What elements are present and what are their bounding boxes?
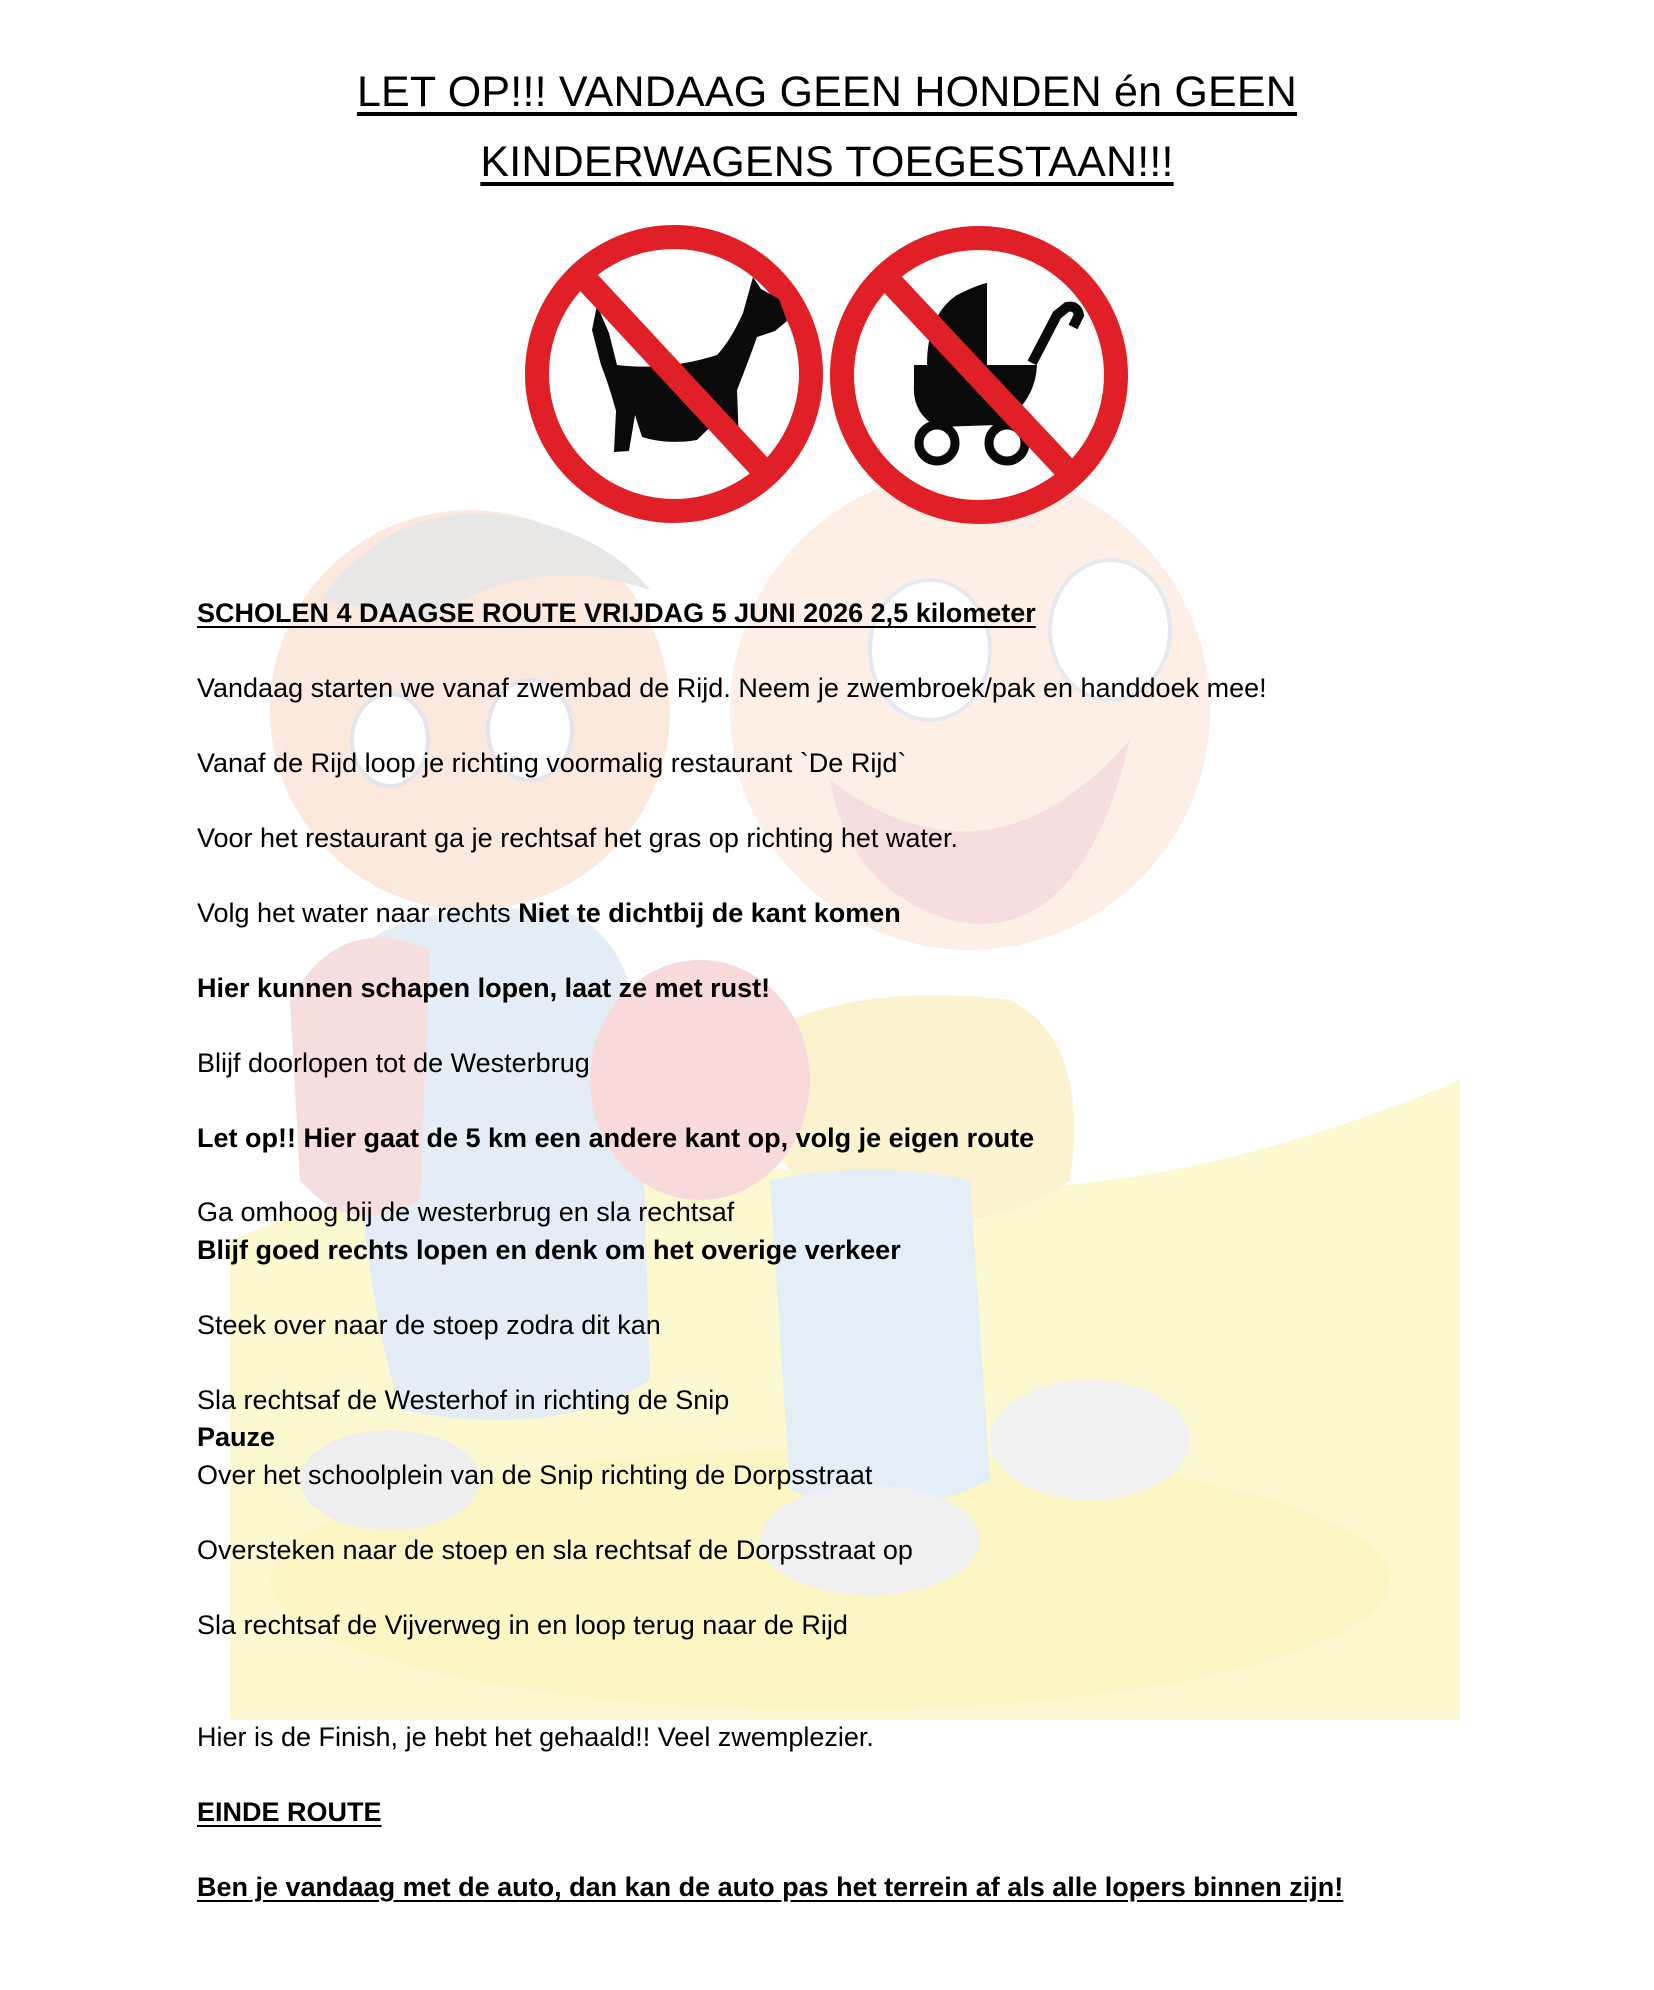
route-end: EINDE ROUTE	[197, 1797, 382, 1827]
route-step: Voor het restaurant ga je rechtsaf het gras op richting het water.	[197, 823, 958, 853]
route-warning: Blijf goed rechts lopen en denk om het overige verkeer	[197, 1235, 901, 1265]
route-step-warning: Niet te dichtbij de kant komen	[518, 898, 901, 928]
route-step: Sla rechtsaf de Westerhof in richting de Snip	[197, 1385, 730, 1415]
route-heading: SCHOLEN 4 DAAGSE ROUTE VRIJDAG 5 JUNI 2026 2,5 kilometer	[197, 598, 1036, 628]
route-step: Blijf doorlopen tot de Westerbrug	[197, 1048, 590, 1078]
car-note: Ben je vandaag met de auto, dan kan de auto pas het terrein af als alle lopers binnen zijn!	[197, 1872, 1344, 1902]
route-step: Vanaf de Rijd loop je richting voormalig restaurant `De Rijd`	[197, 748, 907, 778]
route-pause: Pauze	[197, 1422, 276, 1452]
route-step: Vandaag starten we vanaf zwembad de Rijd. Neem je zwembroek/pak en handdoek mee!	[197, 673, 1267, 703]
route-step: Sla rechtsaf de Vijverweg in en loop terug naar de Rijd	[197, 1610, 848, 1640]
no-dogs-icon	[537, 237, 811, 511]
page-title-line-2: KINDERWAGENS TOEGESTAAN!!!	[480, 138, 1174, 186]
route-step: Ga omhoog bij de westerbrug en sla rechtsaf	[197, 1197, 735, 1227]
no-strollers-icon	[842, 238, 1116, 512]
route-warning: Let op!! Hier gaat de 5 km een andere kant op, volg je eigen route	[197, 1123, 1035, 1153]
route-step: Steek over naar de stoep zodra dit kan	[197, 1310, 661, 1340]
route-step: Oversteken naar de stoep en sla rechtsaf de Dorpsstraat op	[197, 1535, 913, 1565]
background-cartoon-illustration	[230, 480, 1460, 1720]
route-step: Over het schoolplein van de Snip richting de Dorpsstraat	[197, 1460, 873, 1490]
page-title-line-1: LET OP!!! VANDAAG GEEN HONDEN én GEEN	[356, 68, 1298, 116]
route-finish: Hier is de Finish, je hebt het gehaald!! Veel zwemplezier.	[197, 1722, 874, 1752]
route-step-text: Volg het water naar rechts	[197, 898, 519, 928]
route-step	[197, 898, 901, 929]
route-warning: Hier kunnen schapen lopen, laat ze met rust!	[197, 973, 771, 1003]
prohibition-signs	[517, 215, 1137, 537]
